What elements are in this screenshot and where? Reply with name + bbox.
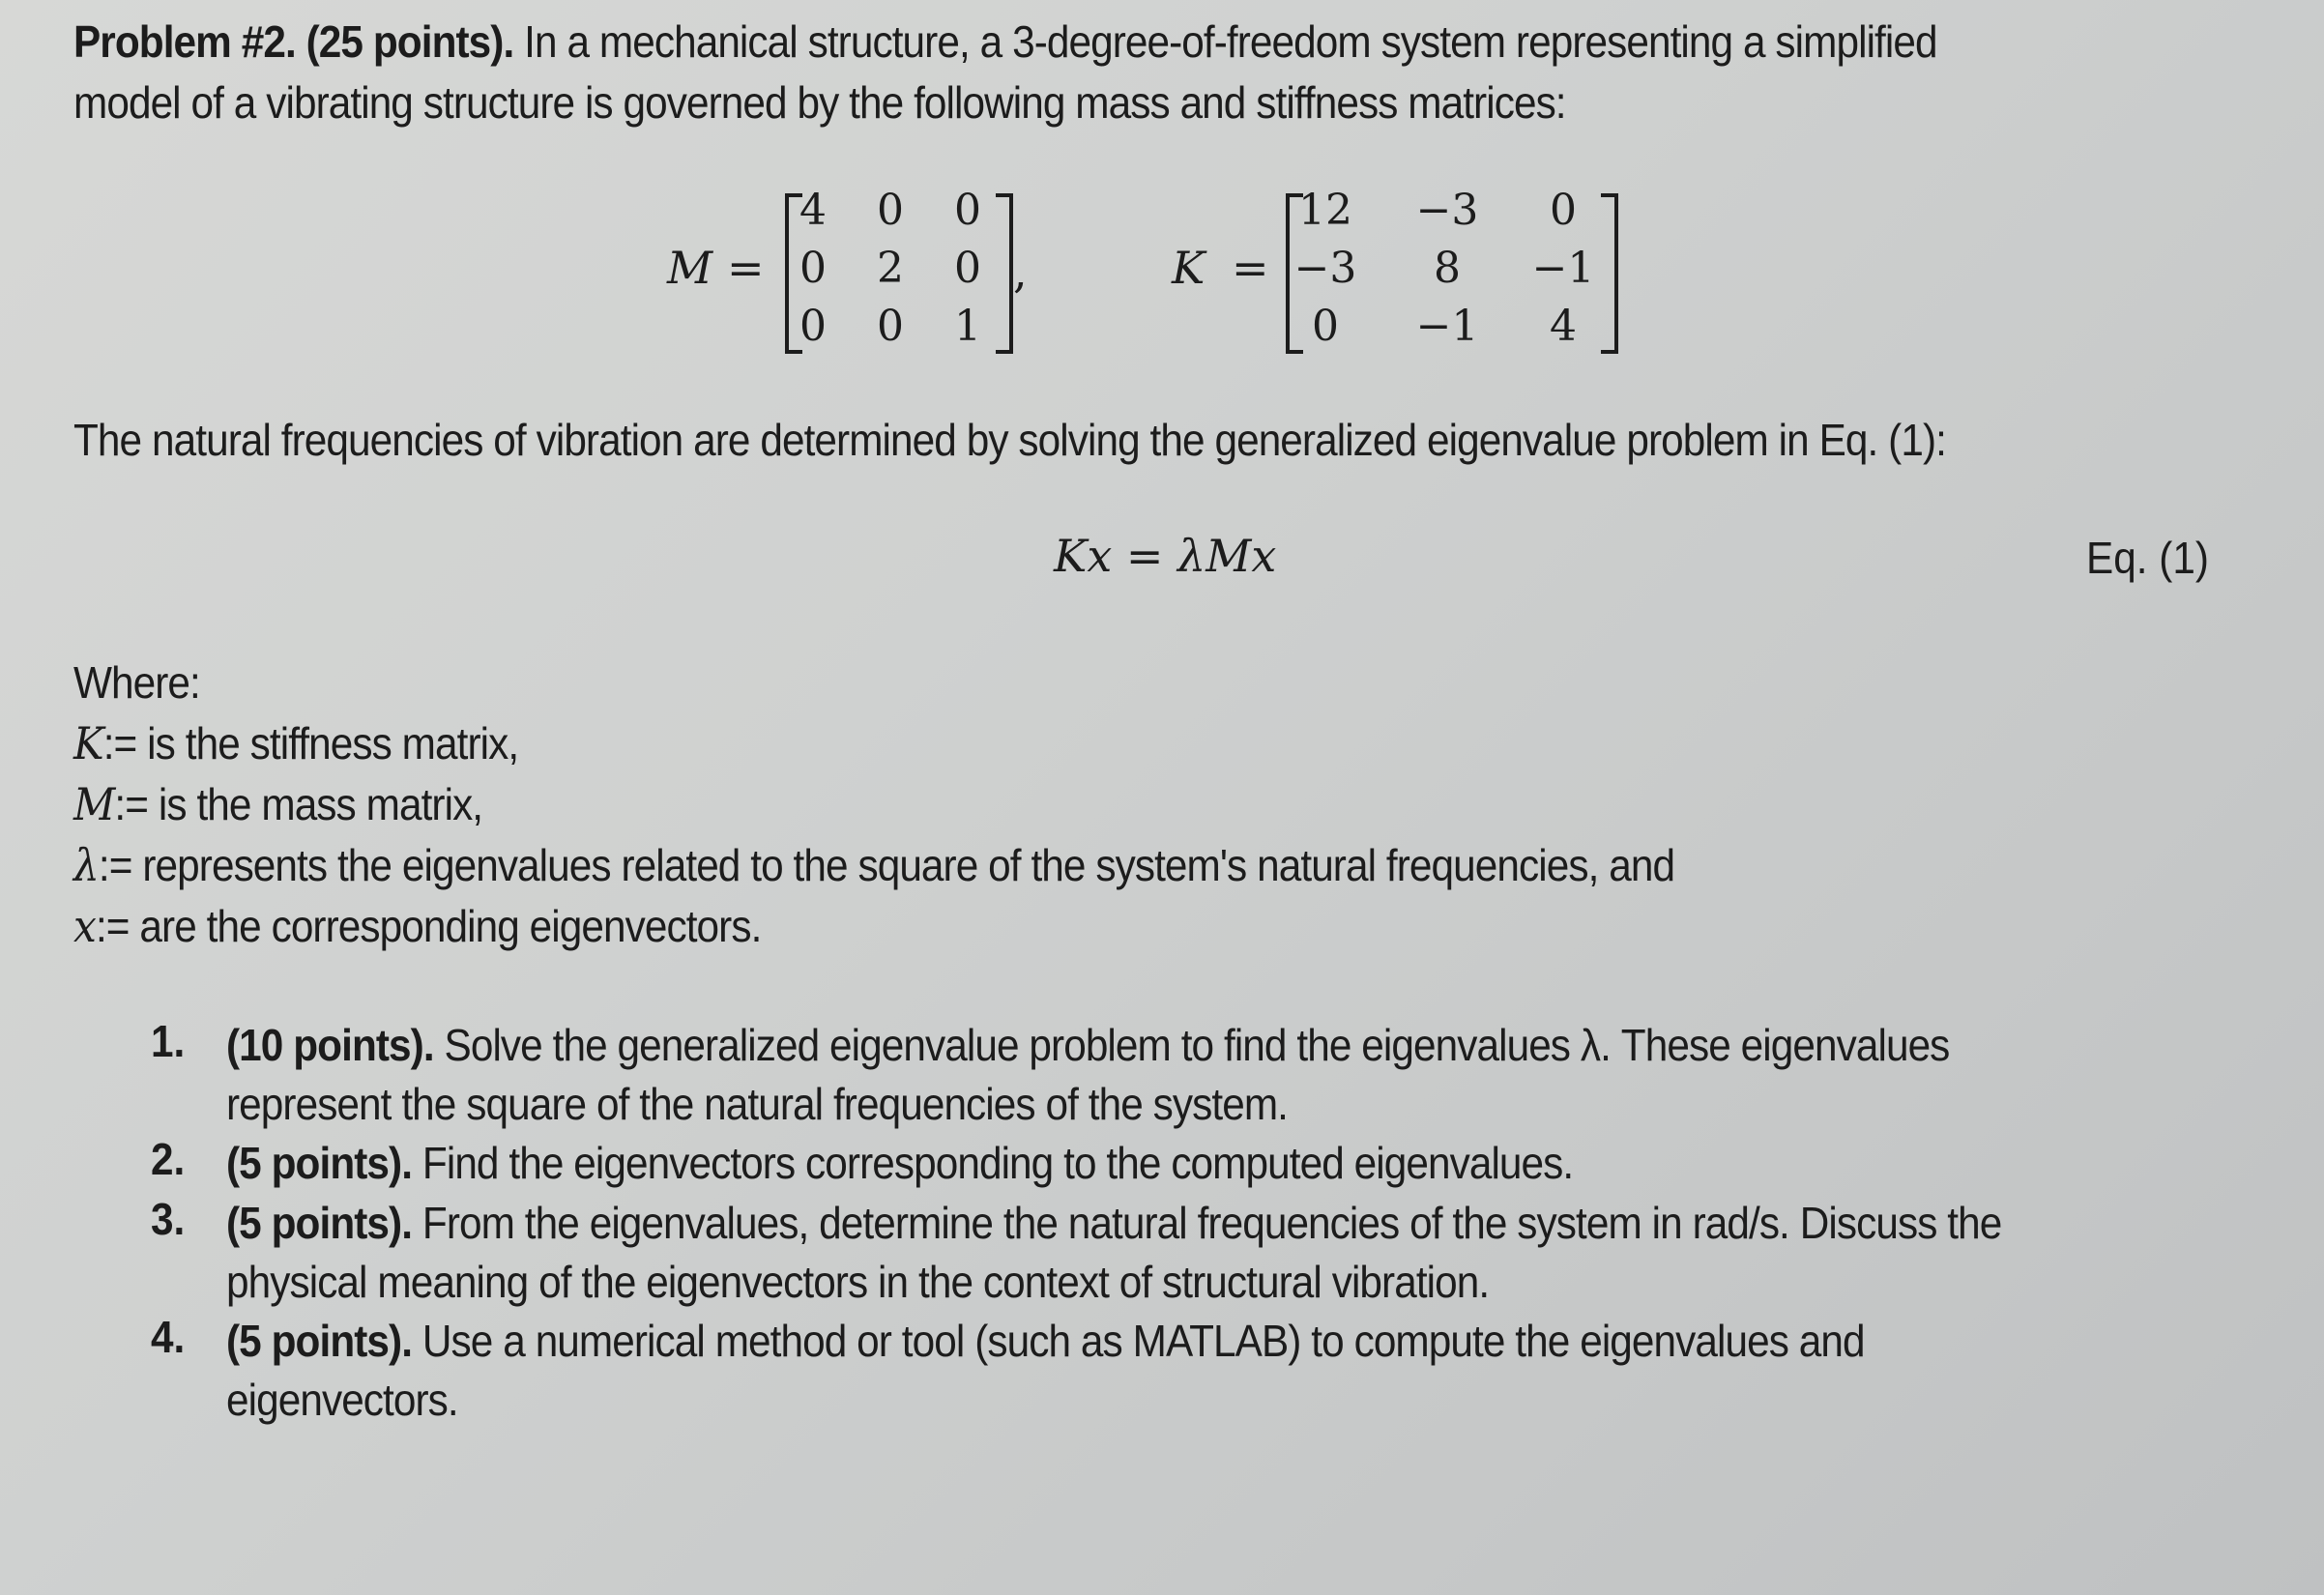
task-3-line2: physical meaning of the eigenvectors in the context of structural vibration. <box>226 1257 1490 1307</box>
matrix-m-cell: 0 <box>799 302 827 351</box>
where-item-lambda <box>73 835 1674 896</box>
task-points: (5 points). <box>226 1316 413 1366</box>
equation-label: Eq. (1) <box>2086 533 2210 583</box>
task-text: Solve the generalized eigenvalue problem to find the eigenvalues λ. These eigenvalues <box>433 1020 1950 1070</box>
task-1-line2: represent the square of the natural frequencies of the system. <box>226 1079 1289 1129</box>
symbol-m: M <box>73 778 115 830</box>
task-number: 4. <box>151 1312 186 1362</box>
task-number: 3. <box>151 1194 186 1244</box>
task-number: 1. <box>151 1016 186 1066</box>
matrix-k-cell: 0 <box>1312 302 1339 351</box>
matrix-m-cell: 0 <box>877 186 904 235</box>
where-item-text: := represents the eigenvalues related to the square of the system's natural frequencies, and <box>98 840 1675 890</box>
task-2-line1 <box>226 1133 1573 1194</box>
task-4-line2: eigenvectors. <box>226 1375 458 1425</box>
matrix-k-cell: −1 <box>1531 244 1595 293</box>
problem-heading <box>73 12 1937 72</box>
problem-heading-line2: model of a vibrating structure is governed by the following mass and stiffness matrices: <box>73 77 1566 128</box>
matrix-m-label: M <box>667 242 713 294</box>
eigen-equation: Kx = λMx <box>1054 530 1277 582</box>
task-number: 2. <box>151 1134 186 1184</box>
where-item-text: := is the stiffness matrix, <box>102 718 519 768</box>
task-points: (5 points). <box>226 1138 413 1188</box>
matrix-m-equals: = <box>727 242 765 294</box>
matrix-m-cell: 0 <box>877 302 904 351</box>
problem-heading-text: In a mechanical structure, a 3-degree-of-freedom system representing a simplified <box>513 16 1937 67</box>
matrix-k-cell: 12 <box>1298 186 1352 235</box>
problem-title: Problem #2. (25 points). <box>73 16 514 67</box>
matrix-m-cell: 0 <box>954 244 981 293</box>
matrix-m-cell: 0 <box>799 244 827 293</box>
matrix-k-cell: 0 <box>1550 186 1577 235</box>
task-text: From the eigenvalues, determine the natural frequencies of the system in rad/s. Discuss the <box>412 1198 2002 1248</box>
matrix-k-cell: −1 <box>1415 302 1479 351</box>
where-item-k <box>73 713 518 774</box>
matrix-k-cell: −3 <box>1415 186 1479 235</box>
matrix-m-cell: 0 <box>954 186 981 235</box>
matrix-k-label: K <box>1172 242 1206 294</box>
where-item-m <box>73 774 482 835</box>
task-text: Use a numerical method or tool (such as MATLAB) to compute the eigenvalues and <box>412 1316 1865 1366</box>
task-points: (10 points). <box>226 1020 434 1070</box>
matrix-k-cell: 8 <box>1434 244 1461 293</box>
intro-text: The natural frequencies of vibration are determined by solving the generalized eigenvalue problem in Eq. (1): <box>73 415 1946 465</box>
where-item-text: := are the corresponding eigenvectors. <box>95 901 762 951</box>
symbol-x: x <box>73 900 96 952</box>
where-item-text: := is the mass matrix, <box>114 779 483 829</box>
matrix-k-cell: 4 <box>1550 302 1577 351</box>
matrix-k-cell: −3 <box>1293 244 1357 293</box>
where-title: Where: <box>73 657 200 708</box>
matrix-m-cell: 4 <box>799 186 827 235</box>
task-1-line1 <box>226 1015 1949 1076</box>
matrix-m-cell: 2 <box>877 244 904 293</box>
task-points: (5 points). <box>226 1198 413 1248</box>
symbol-k: K <box>73 717 103 769</box>
task-4-line1 <box>226 1311 1865 1372</box>
matrix-k-equals: = <box>1232 242 1269 294</box>
symbol-lambda: λ <box>73 839 99 891</box>
where-item-x <box>73 896 761 957</box>
task-3-line1 <box>226 1193 2001 1254</box>
task-text: Find the eigenvectors corresponding to the computed eigenvalues. <box>412 1138 1574 1188</box>
matrix-m-comma: , <box>1013 246 1028 298</box>
matrix-m-cell: 1 <box>954 302 981 351</box>
